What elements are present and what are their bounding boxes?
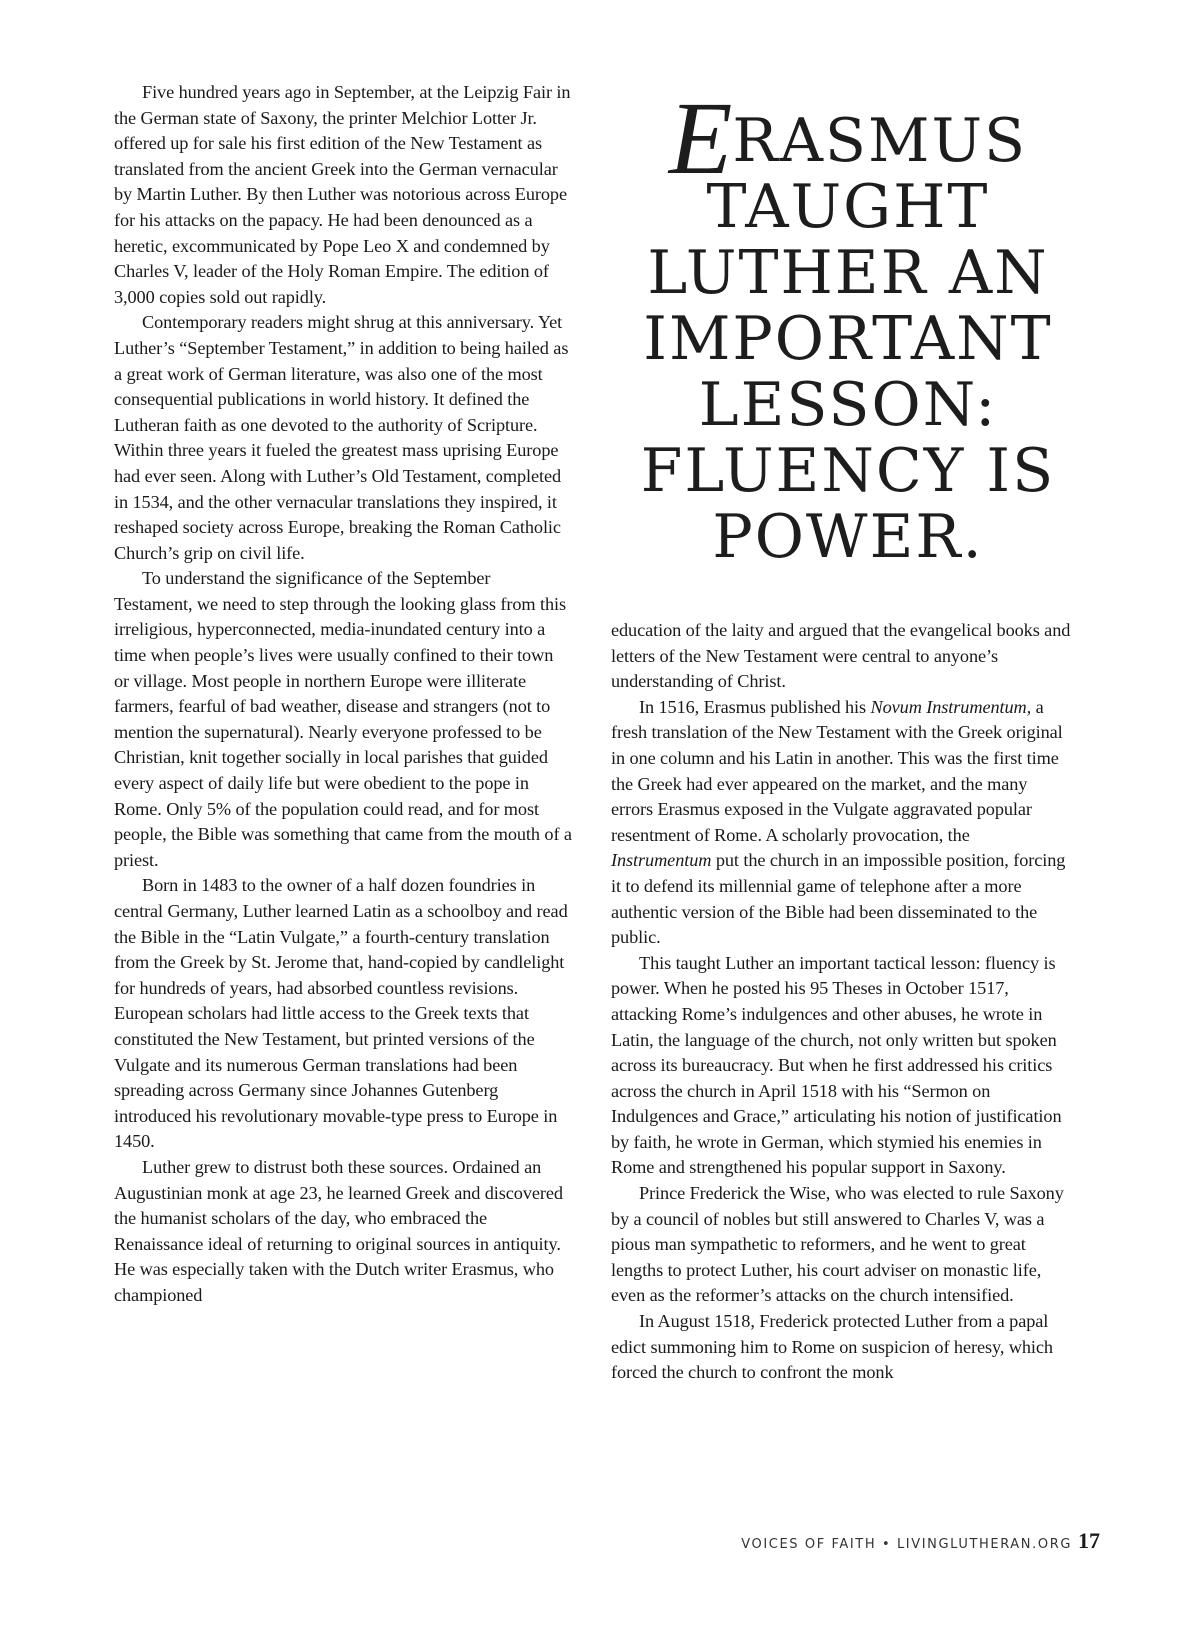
paragraph: Born in 1483 to the owner of a half dozen foundries in central Germany, Luther learned Latin as a schoolboy and read the Bible in the “Latin Vulgate,” a fourth-century translation from the Greek by St. Jerome that, hand-copied by candlelight for hundreds of years, had absorbed countless revisions. European scholars had little access to the Greek texts that constituted the New Testament, but printed versions of the Vulgate and its numerous German translations had been spreading across Germany since Johannes Gutenberg introduced his revolutionary movable-type press to Europe in 1450. <box>114 875 568 1152</box>
paragraph: Prince Frederick the Wise, who was elected to rule Saxony by a council of nobles but still answered to Charles V, was a pious man sympathetic to reformers, and he went to great lengths to protect Luther, his court adviser on monastic life, even as the reformer’s attacks on the church intensified. <box>611 1183 1064 1306</box>
pull-quote-text: RASMUS TAUGHT LUTHER AN IMPORTANT LESSON: FLUENCY IS POWER. <box>640 106 1056 572</box>
paragraph: Five hundred years ago in September, at the Leipzig Fair in the German state of Saxony, the printer Melchior Lotter Jr. offered up for sale his first edition of the New Testament as translated from the ancient Greek into the German vernacular by Martin Luther. By then Luther was notorious across Europe for his attacks on the papacy. He had been denounced as a heretic, excommunicated by Pope Leo X and condemned by Charles V, leader of the Holy Roman Empire. The edition of 3,000 copies sold out rapidly. <box>114 82 571 307</box>
text-run: a fresh translation of the New Testament with the Greek original in one column and his Latin in another. This was the first time the Greek had ever appeared on the market, and the many errors Erasmus exposed in the Vulgate aggravated popular resentment of Rome. A scholarly provocation, the <box>611 696 1063 845</box>
paragraph <box>611 695 1073 951</box>
left-column <box>114 80 572 1309</box>
page-number: 17 <box>1078 1528 1100 1553</box>
paragraph: Luther grew to distrust both these sources. Ordained an Augustinian monk at age 23, he learned Greek and discovered the humanist scholars of the day, who embraced the Renaissance ideal of returning to original sources in antiquity. He was especially taken with the Dutch writer Erasmus, who championed <box>114 1156 563 1305</box>
book-title: Instrumentum <box>611 850 712 871</box>
paragraph: education of the laity and argued that the evangelical books and letters of the New Testament were central to anyone’s understanding of Christ. <box>611 620 1071 692</box>
pull-quote-initial: E <box>668 81 733 196</box>
right-column <box>611 618 1073 1386</box>
book-title: Novum Instrumentum, <box>870 696 1032 717</box>
paragraph: To understand the significance of the September Testament, we need to step through the looking glass from this irreligious, hyperconnected, media-inundated century into a time when people’s lives were usually confined to their town or village. Most people in northern Europe were illiterate farmers, fearful of bad weather, disease and strangers (not to mention the supernatural). Nearly everyone professed to be Christian, knit together socially in local parishes that guided every aspect of daily life but were obedient to the pope in Rome. Only 5% of the population could read, and for most people, the Bible was something that came from the mouth of a priest. <box>114 568 572 870</box>
paragraph: This taught Luther an important tactical lesson: fluency is power. When he posted his 95 Theses in October 1517, attacking Rome’s indulgences and other abuses, he wrote in Latin, the language of the church, not only written but spoken across its bureaucracy. But when he first addressed his critics across the church in April 1518 with his “Sermon on Indulgences and Grace,” articulating his notion of justification by faith, he wrote in German, which stymied his enemies in Rome and strengthened his popular support in Saxony. <box>611 952 1062 1178</box>
paragraph: Contemporary readers might shrug at this anniversary. Yet Luther’s “September Testament,” in addition to being hailed as a great work of German literature, was also one of the most consequential publications in world history. It defined the Lutheran faith as one devoted to the authority of Scripture. Within three years it fueled the greatest mass uprising Europe had ever seen. Along with Luther’s Old Testament, completed in 1534, and the other vernacular translations they inspired, it reshaped society across Europe, breaking the Roman Catholic Church’s grip on civil life. <box>114 312 569 563</box>
footer-publication-link[interactable]: VOICES OF FAITH • LIVINGLUTHERAN.ORG <box>741 1537 1072 1552</box>
text-run: put the church in an impossible position, forcing it to defend its millennial game of telephone after a more authentic version of the Bible had been disseminated to the public. <box>611 850 1066 948</box>
text-run: In 1516, Erasmus published his <box>639 696 871 717</box>
page-footer <box>741 1528 1100 1554</box>
paragraph: In August 1518, Frederick protected Luther from a papal edict summoning him to Rome on suspicion of heresy, which forced the church to confront the monk <box>611 1311 1053 1383</box>
pull-quote <box>628 81 1068 572</box>
